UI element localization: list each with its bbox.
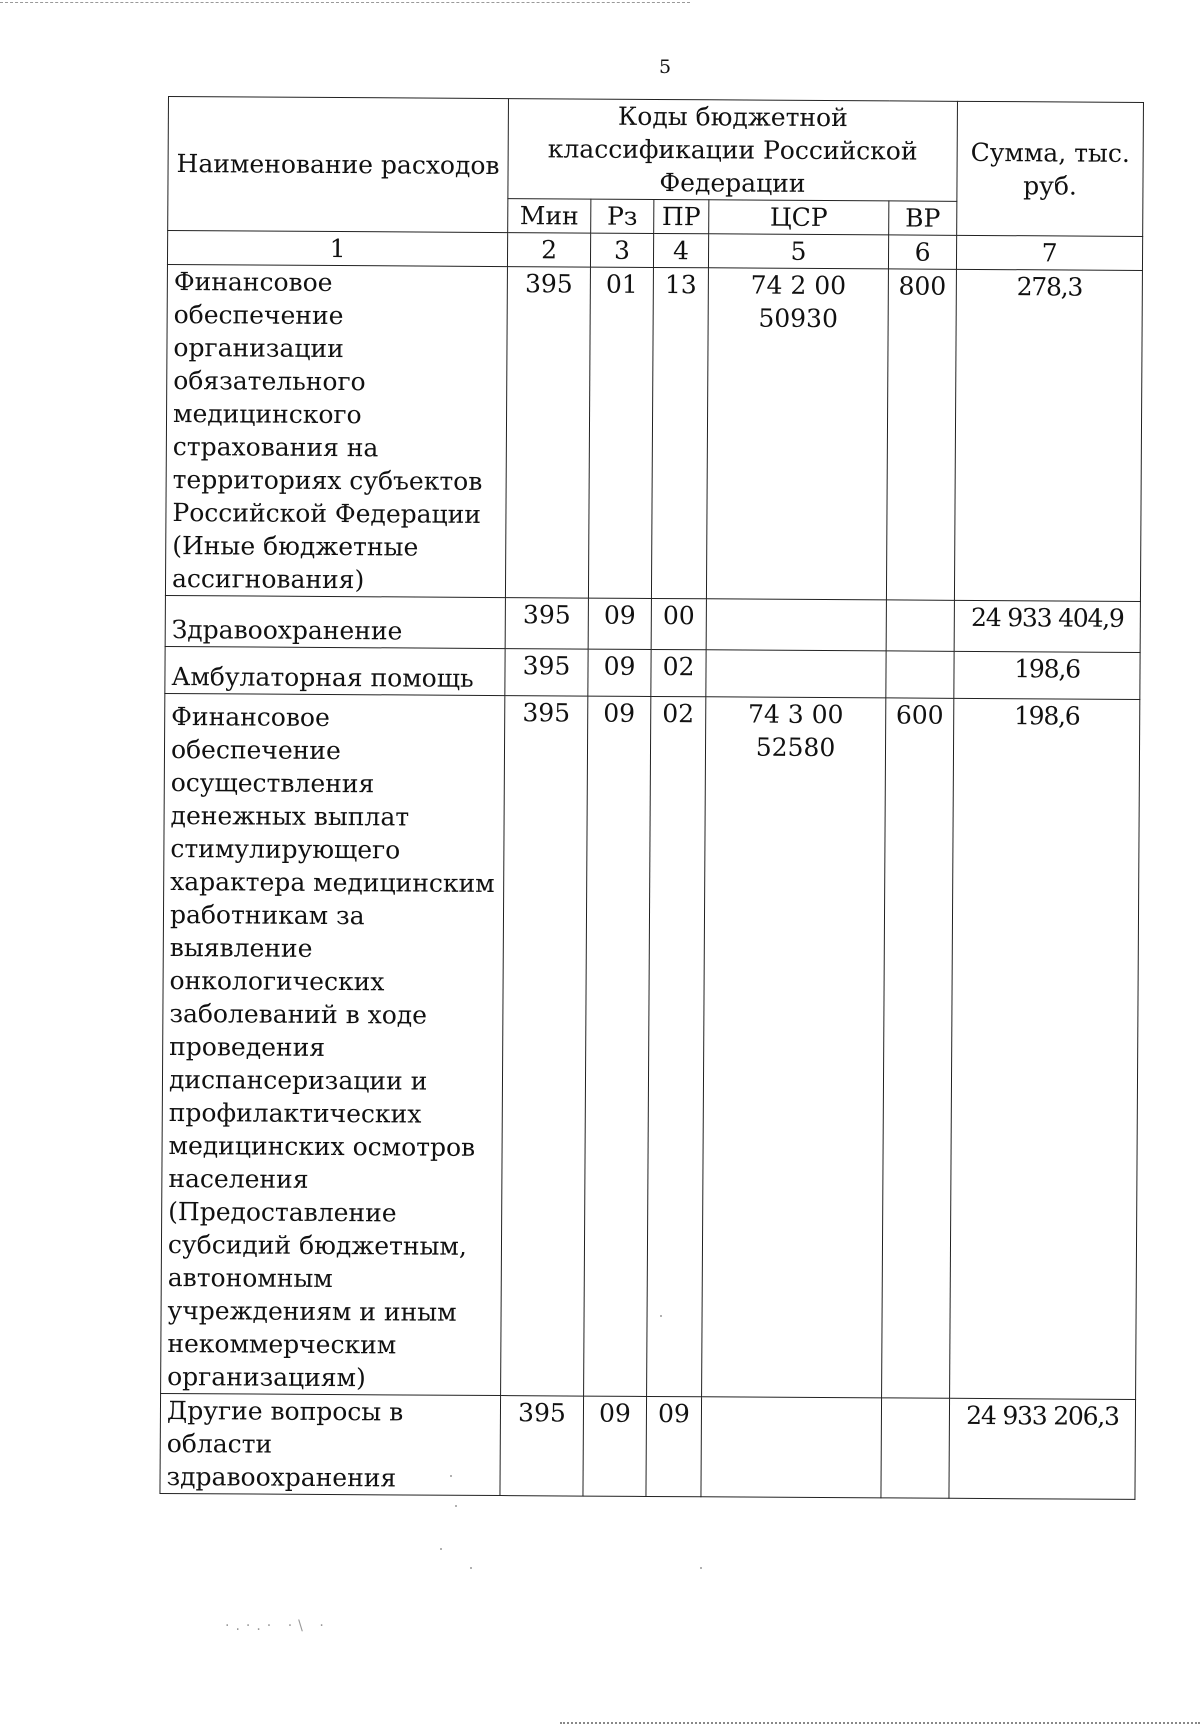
- row-csr: [706, 599, 886, 651]
- scan-edge-bottom: [560, 1722, 1200, 1724]
- header-rz: Рз: [591, 199, 654, 233]
- scan-speck: [450, 1475, 452, 1477]
- row-name: Финансовое обеспечение организации обязательного медицинского страхования на территориях субъектов Российской Федерации (Иные бюджетные ассигнования): [165, 264, 507, 597]
- page-number: 5: [658, 56, 672, 78]
- column-number: 5: [708, 234, 888, 269]
- scan-speck: [440, 1548, 442, 1550]
- column-number: 1: [167, 231, 507, 267]
- header-row: [168, 97, 1144, 203]
- row-csr: [706, 650, 886, 698]
- row-sum: 278,3: [954, 269, 1142, 601]
- row-rz: 01: [588, 267, 653, 598]
- header-sum: Сумма, тыс. руб.: [957, 101, 1144, 236]
- row-name: Другие вопросы в области здравоохранения: [160, 1393, 501, 1495]
- row-min: 395: [500, 1396, 584, 1497]
- row-sum: 24 933 404,9: [954, 600, 1140, 652]
- row-pr: 09: [646, 1396, 702, 1496]
- scan-edge-top: [0, 2, 690, 3]
- header-name: Наименование расходов: [168, 97, 509, 233]
- row-rz: 09: [588, 649, 651, 696]
- column-number: 2: [507, 233, 590, 268]
- header-pr: ПР: [654, 199, 709, 233]
- column-number: 4: [653, 233, 708, 267]
- row-min: 395: [501, 696, 588, 1396]
- table-row: [165, 595, 1140, 652]
- header-codes: Коды бюджетной классификации Российской Федерации: [508, 99, 958, 202]
- row-pr: 02: [647, 696, 706, 1396]
- scan-speck: [455, 1505, 457, 1507]
- table-row: [160, 1393, 1136, 1499]
- header-min: Мин: [508, 199, 591, 234]
- row-name: Здравоохранение: [165, 595, 505, 648]
- column-number: 7: [957, 235, 1143, 270]
- scan-speck: [700, 1567, 702, 1569]
- row-rz: 09: [588, 598, 651, 649]
- table-row: [165, 264, 1142, 601]
- row-min: 395: [505, 267, 590, 599]
- row-rz: 09: [584, 696, 651, 1396]
- row-name: Финансовое обеспечение осуществления денежных выплат стимулирующего характера медицинским работникам за выявление онкологических заболеваний в ходе проведения диспансеризации и профилактических медицинских осмотров населения (Предоставление субсидий бюджетным, автономным учреждениям и иным некоммерческим организациям): [161, 693, 505, 1395]
- row-pr: 02: [651, 649, 706, 696]
- column-number: 6: [888, 235, 956, 269]
- row-csr: 74 3 00 52580: [702, 697, 886, 1398]
- scan-speck: [470, 1567, 472, 1569]
- scan-scribble: ·.·.· ·\ ·: [225, 1618, 330, 1634]
- row-vr: 800: [886, 269, 956, 600]
- row-pr: 00: [651, 598, 706, 649]
- row-pr: 13: [651, 267, 708, 598]
- row-sum: 198,6: [950, 698, 1140, 1399]
- row-vr: 600: [882, 698, 954, 1398]
- row-name: Амбулаторная помощь: [165, 646, 505, 695]
- scan-speck: [660, 1315, 662, 1317]
- row-csr: 74 2 00 50930: [706, 268, 888, 600]
- header-csr: ЦСР: [709, 200, 889, 235]
- column-number: 3: [590, 233, 653, 267]
- row-vr: [886, 651, 954, 698]
- row-sum: 24 933 206,3: [949, 1398, 1136, 1499]
- row-vr: [886, 600, 954, 651]
- row-vr: [881, 1398, 950, 1498]
- row-min: 395: [505, 598, 588, 650]
- row-sum: 198,6: [954, 651, 1140, 699]
- table-row: [165, 646, 1140, 699]
- budget-table: [159, 96, 1144, 1500]
- table-row: [161, 693, 1140, 1399]
- header-vr: ВР: [889, 201, 957, 235]
- row-csr: [701, 1397, 882, 1498]
- row-min: 395: [505, 649, 588, 697]
- row-rz: 09: [583, 1396, 647, 1496]
